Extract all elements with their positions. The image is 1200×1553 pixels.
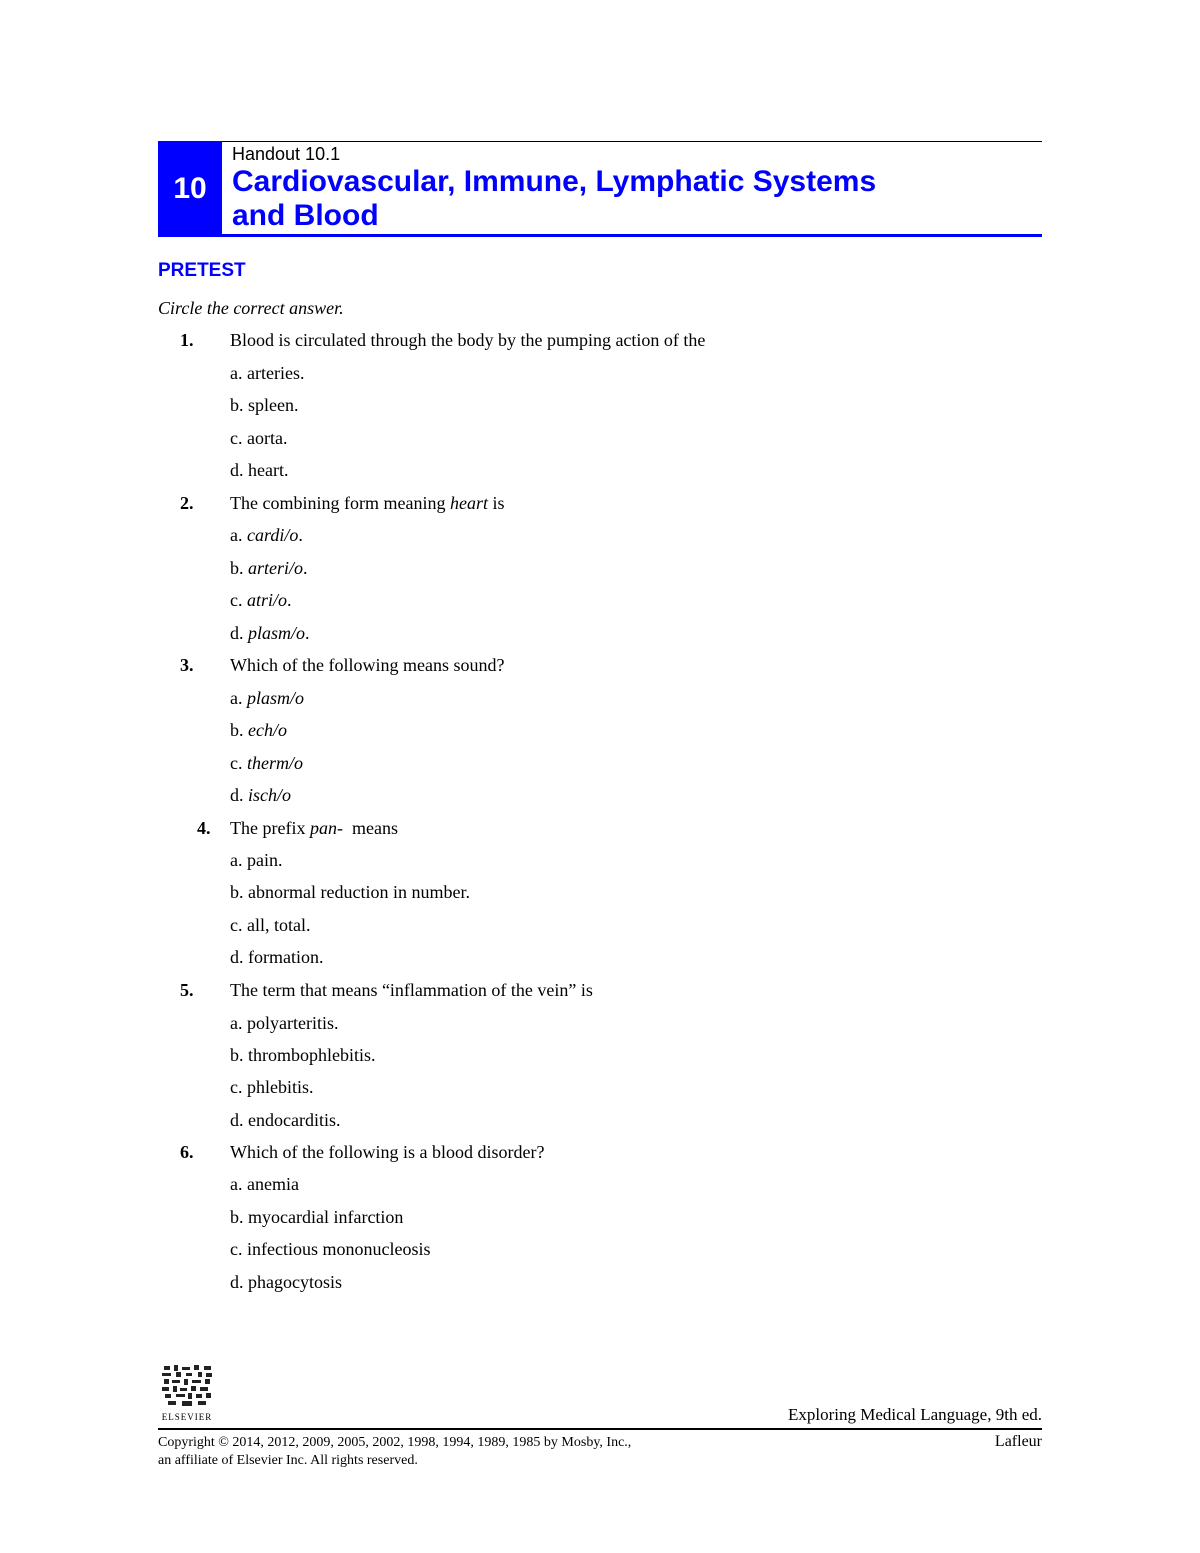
answer-option[interactable]: b. thrombophlebitis. bbox=[230, 1045, 376, 1065]
answer-option[interactable]: d. heart. bbox=[230, 460, 289, 480]
question-number: 2. bbox=[180, 493, 194, 513]
question-text: The prefix pan- means bbox=[230, 818, 398, 838]
answer-option[interactable]: d. phagocytosis bbox=[230, 1272, 342, 1292]
answer-option[interactable]: a. cardi/o. bbox=[230, 525, 303, 545]
rights-text: an affiliate of Elsevier Inc. All rights reserved. bbox=[158, 1453, 418, 1468]
header-bottom-rule bbox=[158, 234, 1042, 237]
title-line-1: Cardiovascular, Immune, Lymphatic Systems bbox=[232, 165, 877, 198]
answer-option[interactable]: c. phlebitis. bbox=[230, 1077, 314, 1097]
author-name: Lafleur bbox=[994, 1433, 1042, 1450]
question-number: 1. bbox=[180, 330, 194, 350]
elsevier-logo bbox=[158, 1362, 216, 1424]
copyright-text: Copyright © 2014, 2012, 2009, 2005, 2002, 1998, 1994, 1989, 1985 by Mosby, Inc., bbox=[158, 1435, 632, 1450]
handout-label: Handout 10.1 bbox=[232, 144, 341, 164]
answer-option[interactable]: b. abnormal reduction in number. bbox=[230, 882, 470, 902]
answer-option[interactable]: b. myocardial infarction bbox=[230, 1207, 404, 1227]
answer-option[interactable]: c. therm/o bbox=[230, 753, 303, 773]
answer-option[interactable]: b. arteri/o. bbox=[230, 558, 308, 578]
title-line-2: and Blood bbox=[232, 199, 379, 232]
question-number: 4. bbox=[197, 818, 211, 838]
answer-option[interactable]: d. formation. bbox=[230, 947, 324, 967]
answer-option[interactable]: c. aorta. bbox=[230, 428, 288, 448]
answer-option[interactable]: a. plasm/o bbox=[230, 688, 305, 708]
answer-option[interactable]: a. arteries. bbox=[230, 363, 305, 383]
answer-option[interactable]: c. all, total. bbox=[230, 915, 311, 935]
answer-option[interactable]: c. atri/o. bbox=[230, 590, 292, 610]
answer-option[interactable]: a. anemia bbox=[230, 1174, 299, 1194]
section-title: PRETEST bbox=[158, 260, 246, 281]
answer-option[interactable]: b. ech/o bbox=[230, 720, 287, 740]
question-text: Which of the following is a blood disorder? bbox=[230, 1142, 545, 1162]
answer-option[interactable]: d. plasm/o. bbox=[230, 623, 310, 643]
question-text: Which of the following means sound? bbox=[230, 655, 505, 675]
answer-option[interactable]: d. endocarditis. bbox=[230, 1110, 341, 1130]
chapter-number-badge: 10 bbox=[158, 141, 222, 236]
footer-rule bbox=[158, 1428, 1042, 1430]
question-number: 3. bbox=[180, 655, 194, 675]
page-title bbox=[232, 165, 1012, 233]
question-text: The combining form meaning heart is bbox=[230, 493, 505, 513]
question-number: 5. bbox=[180, 980, 194, 1000]
answer-option[interactable]: a. polyarteritis. bbox=[230, 1013, 339, 1033]
answer-option[interactable]: d. isch/o bbox=[230, 785, 291, 805]
answer-option[interactable]: b. spleen. bbox=[230, 395, 299, 415]
question-text: Blood is circulated through the body by the pumping action of the bbox=[230, 330, 706, 350]
answer-option[interactable]: c. infectious mononucleosis bbox=[230, 1239, 431, 1259]
question-text: The term that means “inflammation of the vein” is bbox=[230, 980, 593, 1000]
header-top-rule bbox=[158, 141, 1042, 142]
question-number: 6. bbox=[180, 1142, 194, 1162]
instructions: Circle the correct answer. bbox=[158, 298, 344, 318]
logo-wordmark: ELSEVIER bbox=[161, 1412, 213, 1422]
answer-option[interactable]: a. pain. bbox=[230, 850, 283, 870]
book-title: Exploring Medical Language, 9th ed. bbox=[788, 1405, 1042, 1424]
